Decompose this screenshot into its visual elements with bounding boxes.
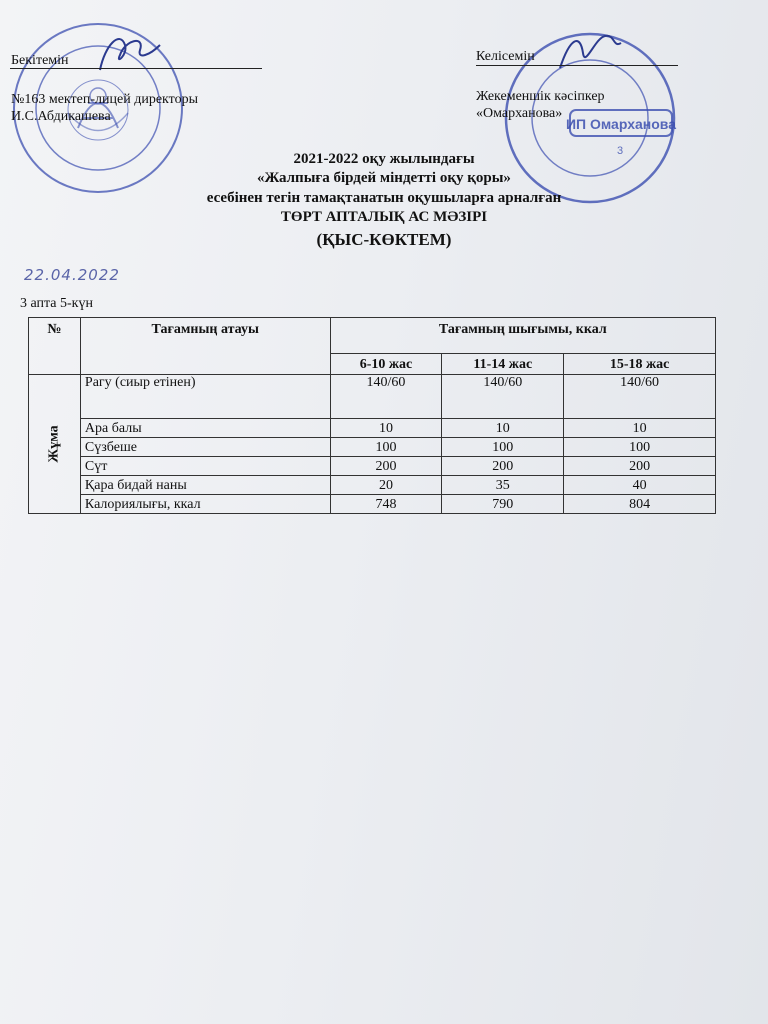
stamp-name-text: ИП Омарханова bbox=[565, 116, 677, 132]
dish-value: 200 bbox=[442, 457, 564, 476]
col-name-header: Тағамның атауы bbox=[80, 318, 330, 375]
dish-value: 140/60 bbox=[330, 375, 442, 419]
table-row bbox=[29, 375, 716, 419]
age-group-header: 11-14 жас bbox=[442, 354, 564, 375]
director-title: №163 мектеп-лицей директоры bbox=[11, 92, 198, 107]
dish-value: 100 bbox=[442, 438, 564, 457]
table-header-row bbox=[29, 318, 716, 354]
dish-name: Ара балы bbox=[80, 419, 330, 438]
table-row bbox=[29, 438, 716, 457]
dish-value: 100 bbox=[330, 438, 442, 457]
dish-value: 20 bbox=[330, 476, 442, 495]
dish-name: Қара бидай наны bbox=[80, 476, 330, 495]
approve-line bbox=[10, 68, 262, 69]
dish-value: 140/60 bbox=[442, 375, 564, 419]
col-yield-header: Тағамның шығымы, ккал bbox=[330, 318, 715, 354]
total-label: Калориялығы, ккал bbox=[80, 495, 330, 514]
stamp-number-text: 3 bbox=[616, 145, 624, 157]
dish-value: 10 bbox=[330, 419, 442, 438]
entrepreneur-title: Жекеменшік кәсіпкер bbox=[476, 89, 605, 104]
dish-value: 35 bbox=[442, 476, 564, 495]
dish-name: Рагу (сиыр етінен) bbox=[80, 375, 330, 419]
handwritten-date: 22.04.2022 bbox=[24, 266, 120, 284]
entrepreneur-name: «Омарханова» bbox=[476, 106, 563, 121]
dish-value: 200 bbox=[330, 457, 442, 476]
week-day-label: 3 апта 5-күн bbox=[20, 296, 93, 311]
table-row bbox=[29, 457, 716, 476]
title-menu: ТӨРТ АПТАЛЫҚ АС МӘЗІРІ bbox=[280, 209, 488, 225]
age-group-header: 15-18 жас bbox=[564, 354, 716, 375]
total-value: 748 bbox=[330, 495, 442, 514]
dish-value: 10 bbox=[564, 419, 716, 438]
dish-value: 40 bbox=[564, 476, 716, 495]
col-number-header: № bbox=[29, 318, 81, 375]
entrepreneur-signature bbox=[555, 28, 625, 73]
day-cell bbox=[29, 375, 81, 514]
total-value: 790 bbox=[442, 495, 564, 514]
day-label: Жұма bbox=[46, 425, 62, 463]
approve-label: Бекітемін bbox=[11, 53, 69, 68]
agree-label: Келісемін bbox=[476, 49, 535, 64]
dish-name: Сүт bbox=[80, 457, 330, 476]
age-group-header: 6-10 жас bbox=[330, 354, 442, 375]
director-name: И.С.Абдикашева bbox=[11, 109, 111, 124]
table-row bbox=[29, 419, 716, 438]
title-fund: «Жалпыға бірдей міндетті оқу қоры» bbox=[257, 170, 511, 186]
dish-value: 200 bbox=[564, 457, 716, 476]
dish-value: 100 bbox=[564, 438, 716, 457]
dish-name: Сүзбеше bbox=[80, 438, 330, 457]
dish-value: 140/60 bbox=[564, 375, 716, 419]
title-year: 2021-2022 оқу жылындағы bbox=[293, 151, 475, 167]
title-season: (ҚЫС-КӨКТЕМ) bbox=[316, 230, 452, 249]
table-row bbox=[29, 476, 716, 495]
total-row bbox=[29, 495, 716, 514]
agree-line bbox=[476, 65, 678, 66]
menu-table bbox=[28, 317, 716, 514]
total-value: 804 bbox=[564, 495, 716, 514]
title-purpose: есебінен тегін тамақтанатын оқушыларға арналған bbox=[206, 190, 562, 206]
dish-value: 10 bbox=[442, 419, 564, 438]
